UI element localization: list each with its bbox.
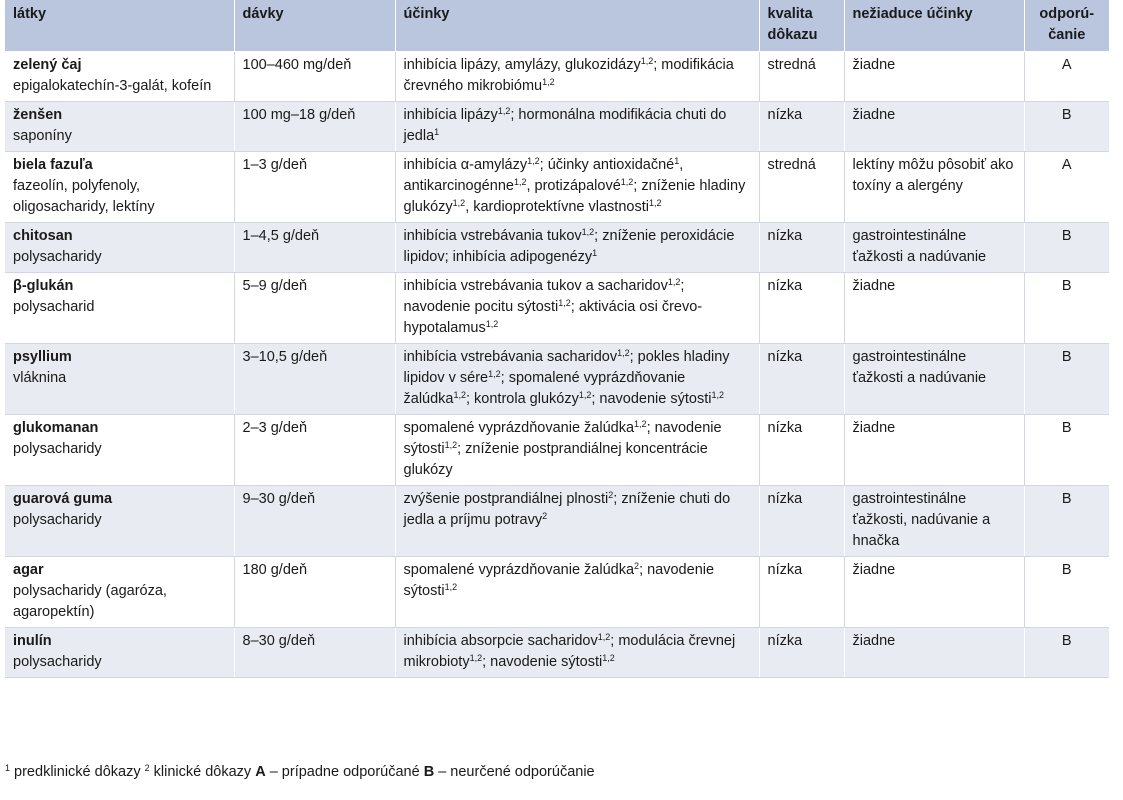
effect-reference: 1,2 [648, 198, 662, 208]
effect-text: ; aktivácia osi črevo-hypotalamus [403, 299, 703, 336]
table-row [5, 273, 1109, 344]
table-row [5, 415, 1109, 486]
effects-cell [395, 486, 759, 557]
substance-components: polysacharidy [13, 249, 102, 265]
evidence-quality-cell: stredná [759, 152, 844, 223]
effect-text: spomalené vyprázdňovanie žalúdka [403, 420, 635, 436]
effect-reference: 1,2 [485, 319, 499, 329]
effect-reference: 1,2 [452, 198, 466, 208]
substance-name: chitosan [13, 228, 73, 244]
effect-text: inhibícia α-amylázy [403, 157, 528, 173]
evidence-quality-cell: nízka [759, 223, 844, 273]
substance-cell [5, 152, 234, 223]
substance-name: psyllium [13, 349, 72, 365]
evidence-quality-cell: nízka [759, 102, 844, 152]
effect-reference: 1,2 [513, 177, 527, 187]
substance-components: fazeolín, polyfenoly, oligosacharidy, lektíny [13, 178, 155, 215]
effects-cell [395, 152, 759, 223]
substance-components: polysacharidy [13, 512, 102, 528]
effect-text: ; navodenie sýtosti [403, 562, 715, 599]
effect-text: ; navodenie pocitu sýtosti [403, 278, 685, 315]
effect-text: inhibícia vstrebávania sacharidov [403, 349, 618, 365]
table-row [5, 223, 1109, 273]
effect-text: ; účinky antioxidačné [539, 157, 675, 173]
substance-cell [5, 557, 234, 628]
footnote-text-2: klinické dôkazy [149, 764, 256, 780]
effect-reference: 1,2 [527, 156, 540, 166]
effects-cell [395, 557, 759, 628]
substance-components: polysacharidy [13, 654, 102, 670]
substance-name: glukomanan [13, 420, 99, 436]
evidence-quality-cell: nízka [759, 486, 844, 557]
substance-cell [5, 415, 234, 486]
table-row [5, 102, 1109, 152]
recommendation-cell: B [1024, 628, 1109, 678]
table-row [5, 152, 1109, 223]
substance-cell [5, 628, 234, 678]
evidence-quality-cell: nízka [759, 415, 844, 486]
effect-reference: 1,2 [558, 298, 571, 308]
substance-components: polysacharidy [13, 441, 102, 457]
adverse-effects-cell: gastrointestinálne ťažkosti a nadúvanie [844, 223, 1024, 273]
effect-reference: 2 [608, 490, 614, 500]
effect-reference: 1,2 [444, 582, 458, 592]
effect-reference: 1,2 [617, 348, 630, 358]
effect-reference: 1,2 [667, 277, 681, 287]
effect-reference: 2 [542, 511, 548, 521]
substance-components: vláknina [13, 370, 67, 386]
footnote-text-1: predklinické dôkazy [10, 764, 145, 780]
table-row [5, 486, 1109, 557]
effects-cell [395, 102, 759, 152]
effects-cell [395, 415, 759, 486]
evidence-quality-cell: nízka [759, 344, 844, 415]
dose-cell: 9–30 g/deň [234, 486, 395, 557]
effects-cell [395, 273, 759, 344]
substance-name: inulín [13, 633, 52, 649]
dose-cell: 180 g/deň [234, 557, 395, 628]
effects-cell [395, 52, 759, 102]
table-footnote [5, 764, 595, 780]
effect-text: ; kontrola glukózy [466, 391, 579, 407]
effect-text: inhibícia lipázy, amylázy, glukozidázy [403, 57, 641, 73]
table-row [5, 628, 1109, 678]
effects-cell [395, 628, 759, 678]
adverse-effects-cell: žiadne [844, 102, 1024, 152]
recommendation-cell: B [1024, 102, 1109, 152]
header-evidence-quality: kvalita dôkazu [759, 0, 844, 52]
recommendation-cell: B [1024, 557, 1109, 628]
effect-text: , antikarcinogénne [403, 157, 684, 194]
table-row [5, 557, 1109, 628]
effect-reference: 1,2 [453, 390, 466, 400]
effect-text: inhibícia lipázy [403, 107, 498, 123]
substance-components: saponíny [13, 128, 72, 144]
effect-reference: 1,2 [469, 653, 483, 663]
effect-reference: 1,2 [581, 227, 595, 237]
substance-cell [5, 223, 234, 273]
recommendation-cell: B [1024, 344, 1109, 415]
effect-reference: 1,2 [634, 419, 647, 429]
effect-text: ; pokles hladiny lipidov v sére [403, 349, 730, 386]
effect-text: ; zníženie peroxidácie lipidov; inhibícia adipogenézy [403, 228, 735, 265]
substance-name: zelený čaj [13, 57, 82, 73]
effect-reference: 1,2 [542, 77, 555, 87]
dose-cell: 1–3 g/deň [234, 152, 395, 223]
effect-text: ; modifikácia črevného mikrobiómu [403, 57, 734, 94]
recommendation-cell: B [1024, 223, 1109, 273]
header-recommendation: odporú-čanie [1024, 0, 1109, 52]
dose-cell: 5–9 g/deň [234, 273, 395, 344]
substance-name: agar [13, 562, 44, 578]
substance-name: ženšen [13, 107, 63, 123]
effect-text: ; navodenie sýtosti [482, 654, 603, 670]
recommendation-cell: A [1024, 152, 1109, 223]
supplements-table-container [5, 0, 1109, 678]
effect-reference: 1,2 [488, 369, 501, 379]
substance-name: β-glukán [13, 278, 74, 294]
evidence-quality-cell: nízka [759, 557, 844, 628]
footnote-marker-1: 1 [5, 763, 11, 773]
effect-text: ; modulácia črevnej mikrobioty [403, 633, 736, 670]
adverse-effects-cell: gastrointestinálne ťažkosti, nadúvanie a hnačka [844, 486, 1024, 557]
evidence-quality-cell: nízka [759, 628, 844, 678]
recommendation-cell: B [1024, 273, 1109, 344]
effect-text: ; spomalené vyprázdňovanie žalúdka [403, 370, 686, 407]
substance-cell [5, 102, 234, 152]
recommendation-cell: B [1024, 486, 1109, 557]
substance-components: epigalokatechín-3-galát, kofeín [13, 78, 212, 94]
substance-cell [5, 344, 234, 415]
footnote-marker-2: 2 [144, 763, 150, 773]
dose-cell: 3–10,5 g/deň [234, 344, 395, 415]
effect-text: inhibícia vstrebávania tukov a sacharidov [403, 278, 668, 294]
effect-reference: 1,2 [640, 56, 654, 66]
effect-reference: 1 [592, 248, 598, 258]
footnote-grade-a: A [255, 764, 266, 780]
header-doses: dávky [234, 0, 395, 52]
substance-components: polysacharidy (agaróza, agaropektín) [13, 583, 167, 620]
header-effects: účinky [395, 0, 759, 52]
effect-text: zvýšenie postprandiálnej plnosti [403, 491, 609, 507]
dose-cell: 8–30 g/deň [234, 628, 395, 678]
effect-reference: 1 [434, 127, 440, 137]
substance-cell [5, 486, 234, 557]
footnote-text-4: – neurčené odporúčanie [434, 764, 595, 780]
effect-text: ; hormonálna modifikácia chuti do jedla [403, 107, 727, 144]
adverse-effects-cell: žiadne [844, 557, 1024, 628]
effect-text: , protizápalové [526, 178, 621, 194]
effect-reference: 2 [634, 561, 640, 571]
effect-text: inhibícia vstrebávania tukov [403, 228, 582, 244]
evidence-quality-cell: nízka [759, 273, 844, 344]
table-header-row [5, 0, 1109, 52]
adverse-effects-cell: žiadne [844, 628, 1024, 678]
substance-components: polysacharid [13, 299, 95, 315]
dose-cell: 100 mg–18 g/deň [234, 102, 395, 152]
dose-cell: 100–460 mg/deň [234, 52, 395, 102]
header-adverse-effects: nežiaduce účinky [844, 0, 1024, 52]
effect-text: spomalené vyprázdňovanie žalúdka [403, 562, 635, 578]
effect-reference: 1 [674, 156, 680, 166]
header-substances: látky [5, 0, 234, 52]
adverse-effects-cell: lektíny môžu pôsobiť ako toxíny a alergény [844, 152, 1024, 223]
effect-reference: 1,2 [497, 106, 511, 116]
substance-cell [5, 273, 234, 344]
adverse-effects-cell: gastrointestinálne ťažkosti a nadúvanie [844, 344, 1024, 415]
effect-reference: 1,2 [444, 440, 458, 450]
dose-cell: 2–3 g/deň [234, 415, 395, 486]
effects-cell [395, 223, 759, 273]
table-row [5, 344, 1109, 415]
effect-reference: 1,2 [597, 632, 611, 642]
substance-name: biela fazuľa [13, 157, 93, 173]
supplements-table [5, 0, 1109, 678]
effect-text: ; navodenie sýtosti [591, 391, 712, 407]
footnote-text-3: – prípadne odporúčané [265, 764, 424, 780]
effect-text: ; zníženie postprandiálnej koncentrácie glukózy [403, 441, 708, 478]
footnote-grade-b: B [423, 764, 435, 780]
recommendation-cell: A [1024, 52, 1109, 102]
dose-cell: 1–4,5 g/deň [234, 223, 395, 273]
effects-cell [395, 344, 759, 415]
adverse-effects-cell: žiadne [844, 52, 1024, 102]
substance-name: guarová guma [13, 491, 113, 507]
recommendation-cell: B [1024, 415, 1109, 486]
effect-reference: 1,2 [578, 390, 592, 400]
effect-text: ; zníženie hladiny glukózy [403, 178, 746, 215]
effect-text: ; zníženie chuti do jedla a príjmu potravy [403, 491, 731, 528]
substance-cell [5, 52, 234, 102]
effect-text: inhibícia absorpcie sacharidov [403, 633, 598, 649]
adverse-effects-cell: žiadne [844, 415, 1024, 486]
effect-text: ; navodenie sýtosti [403, 420, 722, 457]
effect-reference: 1,2 [602, 653, 615, 663]
evidence-quality-cell: stredná [759, 52, 844, 102]
effect-text: , kardioprotektívne vlastnosti [465, 199, 649, 215]
effect-reference: 1,2 [620, 177, 634, 187]
table-row [5, 52, 1109, 102]
effect-reference: 1,2 [711, 390, 724, 400]
adverse-effects-cell: žiadne [844, 273, 1024, 344]
